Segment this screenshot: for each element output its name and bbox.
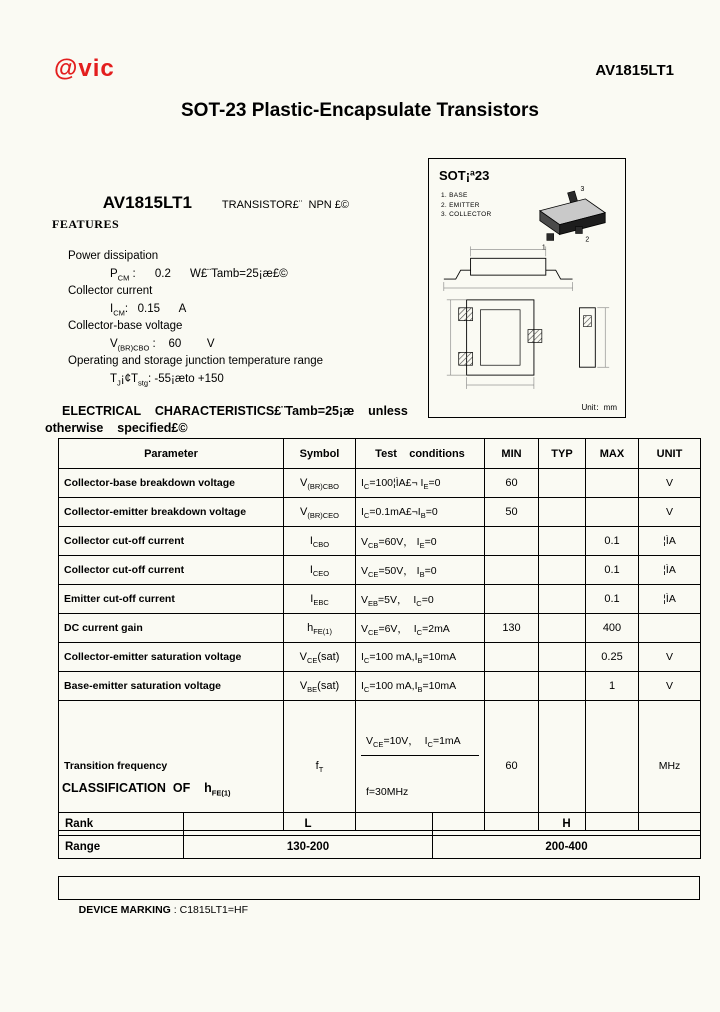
unit-cell: ¦ÌA — [639, 527, 701, 556]
max-cell: 0.25 — [586, 643, 639, 672]
max-cell: 0.1 — [586, 556, 639, 585]
parameter-cell: Emitter cut-off current — [59, 585, 284, 614]
features-heading: FEATURES — [52, 217, 120, 231]
pin-label: 1 — [541, 244, 546, 252]
feature-item: Power dissipation — [68, 250, 159, 262]
max-cell — [586, 498, 639, 527]
symbol-cell: $V_{BE}(sat)$ — [284, 672, 356, 701]
header-part-number: AV1815LT1 — [595, 62, 674, 79]
unit-cell: MHz — [639, 701, 701, 831]
feature-value — [52, 301, 323, 319]
unit-cell: V — [639, 672, 701, 701]
min-cell — [485, 672, 539, 701]
table-row — [59, 614, 701, 643]
range-l-cell: 130-200 — [184, 836, 433, 859]
col-header-conditions: Test conditions — [356, 439, 485, 469]
rank-l-cell: L — [184, 813, 433, 836]
typ-cell — [539, 672, 586, 701]
min-cell — [485, 556, 539, 585]
feature-item: Collector current — [68, 285, 153, 297]
device-marking-box — [58, 876, 700, 916]
typ-cell — [539, 556, 586, 585]
test-conditions-cell: $V_{EB}=5V$， $I_C=0$ — [356, 585, 485, 614]
col-header-parameter: Parameter — [59, 439, 284, 469]
package-drawing — [429, 159, 625, 417]
col-header-typ: TYP — [539, 439, 586, 469]
package-outline-box — [428, 158, 626, 418]
typ-cell — [539, 527, 586, 556]
symbol-subscript: stg — [138, 377, 149, 387]
max-cell: 0.1 — [586, 585, 639, 614]
symbol-subscript: (BR)CBO — [117, 342, 150, 352]
heading-line: otherwise specified£© — [45, 421, 188, 435]
min-cell — [485, 643, 539, 672]
test-conditions-cell: $V_{CB}=60V$， $I_E=0$ — [356, 527, 485, 556]
symbol-cell: $I_{CBO}$ — [284, 527, 356, 556]
rank-label-cell: Rank — [59, 813, 184, 836]
parameter-cell: Collector-emitter breakdown voltage — [59, 498, 284, 527]
typ-cell — [539, 643, 586, 672]
symbol-subscript: CM — [113, 307, 125, 317]
typ-cell — [539, 585, 586, 614]
classification-header-row — [59, 813, 701, 836]
symbol-main: ¡¢T — [120, 372, 139, 385]
product-name: AV1815LT1 — [102, 193, 192, 212]
min-cell: 60 — [485, 701, 539, 831]
feature-value — [52, 266, 323, 284]
parameter-cell: Collector-emitter saturation voltage — [59, 643, 284, 672]
table-header-row — [59, 439, 701, 469]
table-row — [59, 527, 701, 556]
unit-cell: V — [639, 469, 701, 498]
pin-list-item: 3. COLLECTOR — [441, 211, 492, 218]
col-header-min: MIN — [485, 439, 539, 469]
pin-label: 2 — [585, 236, 590, 244]
max-cell — [586, 469, 639, 498]
electrical-characteristics-heading — [45, 403, 408, 437]
parameter-cell: Collector-base breakdown voltage — [59, 469, 284, 498]
unit-cell: V — [639, 643, 701, 672]
max-cell: 0.1 — [586, 527, 639, 556]
product-line — [85, 175, 349, 231]
max-cell: 1 — [586, 672, 639, 701]
table-row — [59, 585, 701, 614]
symbol-cell: $V_{CE}(sat)$ — [284, 643, 356, 672]
feature-value — [52, 371, 323, 389]
feature-item: Operating and storage junction temperature range — [68, 355, 324, 367]
col-header-unit: UNIT — [639, 439, 701, 469]
range-label-cell: Range — [59, 836, 184, 859]
min-cell: 130 — [485, 614, 539, 643]
test-conditions-cell: $I_C=0.1mA£\neg I_B=0$ — [356, 498, 485, 527]
min-cell — [485, 527, 539, 556]
symbol-subscript: CM — [117, 272, 130, 282]
test-conditions-cell: $V_{CE}=50V$， $I_B=0$ — [356, 556, 485, 585]
package-side-view — [579, 308, 609, 367]
unit-label: Unit：mm — [581, 403, 617, 412]
max-cell — [586, 701, 639, 831]
max-cell: 400 — [586, 614, 639, 643]
product-type: TRANSISTOR£¨ NPN £© — [221, 199, 350, 211]
typ-cell — [539, 701, 586, 831]
symbol-cell: $V_{(BR)CEO}$ — [284, 498, 356, 527]
table-row — [59, 701, 701, 831]
test-conditions-cell: $V_{CE}=6V$， $I_C=2mA$ — [356, 614, 485, 643]
symbol-main: T — [110, 372, 118, 385]
profile-dimension-lines — [444, 246, 573, 291]
test-conditions-cell: $I_C=100¦ÌA£\neg$ $I_E=0$ — [356, 469, 485, 498]
table-row — [59, 672, 701, 701]
pin-label: 3 — [580, 185, 585, 193]
parameter-cell: Collector cut-off current — [59, 527, 284, 556]
symbol-cell: $h_{FE(1)}$ — [284, 614, 356, 643]
parameter-cell: Transition frequency — [59, 701, 284, 831]
unit-cell: ¦ÌA — [639, 556, 701, 585]
min-cell — [485, 585, 539, 614]
rank-h-cell: H — [433, 813, 701, 836]
col-header-symbol: Symbol — [284, 439, 356, 469]
heading-line: ELECTRICAL CHARACTERISTICS£¨Tamb=25¡æ unless — [62, 404, 408, 418]
package-profile-view — [444, 258, 573, 279]
symbol-main: P — [110, 267, 118, 280]
features-list — [52, 248, 323, 388]
range-h-cell: 200-400 — [433, 836, 701, 859]
test-conditions-cell: $I_C=100$ $mA,I_B=10mA$ — [356, 672, 485, 701]
pin-list-item: 1. BASE — [441, 192, 468, 199]
pin-list-item: 2. EMITTER — [441, 201, 480, 209]
page-title: SOT-23 Plastic-Encapsulate Transistors — [181, 100, 539, 121]
vendor-logo: @vic — [54, 55, 115, 82]
typ-cell — [539, 469, 586, 498]
package-top-view — [447, 300, 542, 389]
table-row — [59, 498, 701, 527]
symbol-cell: $I_{EBC}$ — [284, 585, 356, 614]
feature-text: : 0.2 W£¨Tamb=25¡æ£© — [129, 267, 288, 280]
parameter-cell: DC current gain — [59, 614, 284, 643]
unit-cell: V — [639, 498, 701, 527]
unit-cell: ¦ÌA — [639, 585, 701, 614]
symbol-subscript: J — [117, 377, 121, 387]
typ-cell — [539, 614, 586, 643]
electrical-characteristics-table — [58, 438, 701, 831]
table-row — [59, 643, 701, 672]
feature-item: Collector-base voltage — [68, 320, 183, 332]
parameter-cell: Collector cut-off current — [59, 556, 284, 585]
min-cell: 60 — [485, 469, 539, 498]
feature-text: : 0.15 A — [124, 302, 187, 315]
typ-cell — [539, 498, 586, 527]
test-conditions-cell: $I_C=100$ $mA,I_B=10mA$ — [356, 643, 485, 672]
package-3d-view — [540, 186, 605, 251]
parameter-cell: Base-emitter saturation voltage — [59, 672, 284, 701]
test-conditions-cell: $V_{CE}=10V$， $I_C=1mA$ f=30MHz — [356, 701, 485, 831]
col-header-max: MAX — [586, 439, 639, 469]
feature-text: : 60 V — [149, 337, 215, 350]
feature-value — [52, 336, 323, 354]
symbol-cell: $f_T$ — [284, 701, 356, 831]
device-marking-label: DEVICE MARKING — [78, 904, 171, 916]
package-title: SOT¡ª23 — [439, 168, 490, 183]
min-cell: 50 — [485, 498, 539, 527]
table-row — [59, 469, 701, 498]
feature-text: : -55¡æto +150 — [148, 372, 224, 385]
symbol-cell: $V_{(BR)CBO}$ — [284, 469, 356, 498]
classification-table — [58, 812, 701, 859]
unit-cell — [639, 614, 701, 643]
symbol-cell: $I_{CEO}$ — [284, 556, 356, 585]
classification-heading: CLASSIFICATION OF $h_{FE(1)}$ — [62, 781, 231, 798]
table-row — [59, 556, 701, 585]
classification-range-row — [59, 836, 701, 859]
symbol-main: V — [110, 337, 118, 350]
symbol-main: I — [110, 302, 114, 315]
device-marking-value: : C1815LT1=HF — [170, 904, 248, 916]
